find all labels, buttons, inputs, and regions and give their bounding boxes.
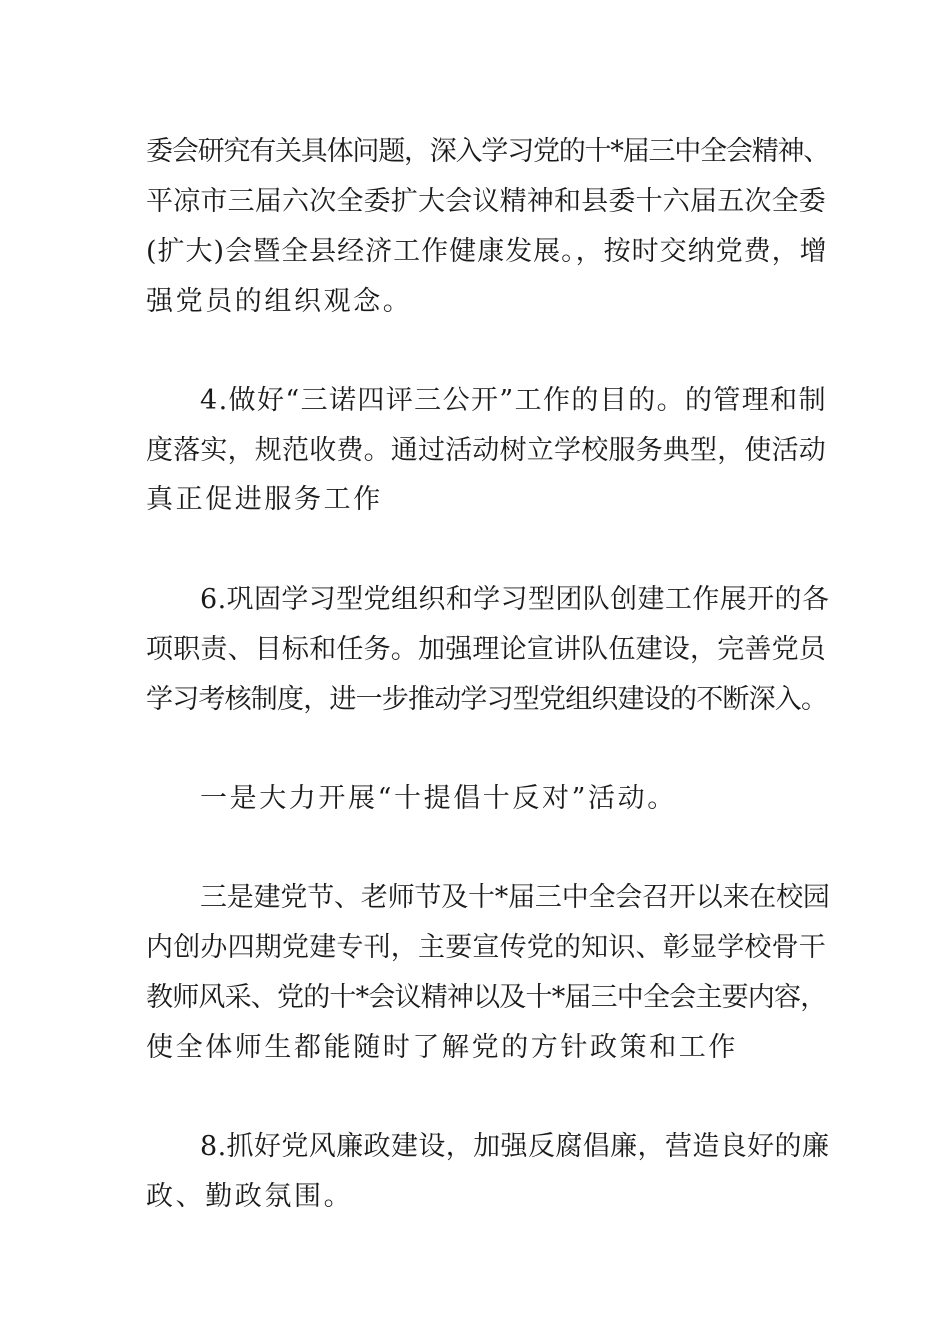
paragraph-2-line-1: 4.做好“三诺四评三公开”工作的目的。的管理和制 (200, 385, 827, 416)
paragraph-6-line-2: 政、勤政氛围。 (146, 1181, 354, 1212)
paragraph-2-line-2: 度落实，规范收费。通过活动树立学校服务典型，使活动 (146, 435, 826, 466)
paragraph-6-line-1: 8.抓好党风廉政建设，加强反腐倡廉，营造良好的廉 (200, 1131, 830, 1162)
paragraph-3-line-1: 6.巩固学习型党组织和学习型团队创建工作展开的各 (200, 584, 830, 615)
paragraph-1-line-3: (扩大)会暨全县经济工作健康发展。，按时交纳党费，增 (146, 236, 828, 267)
paragraph-2-line-3: 真正促进服务工作 (146, 484, 383, 515)
paragraph-3-line-3: 学习考核制度，进一步推动学习型党组织建设的不断深入。 (146, 684, 828, 715)
paragraph-5-line-3: 教师风采、党的十*会议精神以及十*届三中全会主要内容， (146, 982, 827, 1013)
paragraph-3-line-2: 项职责、目标和任务。加强理论宣讲队伍建设，完善党员 (146, 634, 826, 665)
paragraph-4-line-1: 一是大力开展“十提倡十反对”活动。 (200, 783, 677, 814)
paragraph-1-line-1: 委会研究有关具体问题，深入学习党的十*届三中全会精神、 (146, 136, 830, 167)
paragraph-5-line-4: 使全体师生都能随时了解党的方针政策和工作 (146, 1032, 738, 1063)
paragraph-1-line-2: 平凉市三届六次全委扩大会议精神和县委十六届五次全委 (146, 186, 826, 217)
paragraph-1-line-4: 强党员的组织观念。 (146, 286, 413, 317)
paragraph-5-line-1: 三是建党节、老师节及十*届三中全会召开以来在校园 (200, 882, 830, 913)
paragraph-5-line-2: 内创办四期党建专刊，主要宣传党的知识、彰显学校骨干 (146, 932, 826, 963)
